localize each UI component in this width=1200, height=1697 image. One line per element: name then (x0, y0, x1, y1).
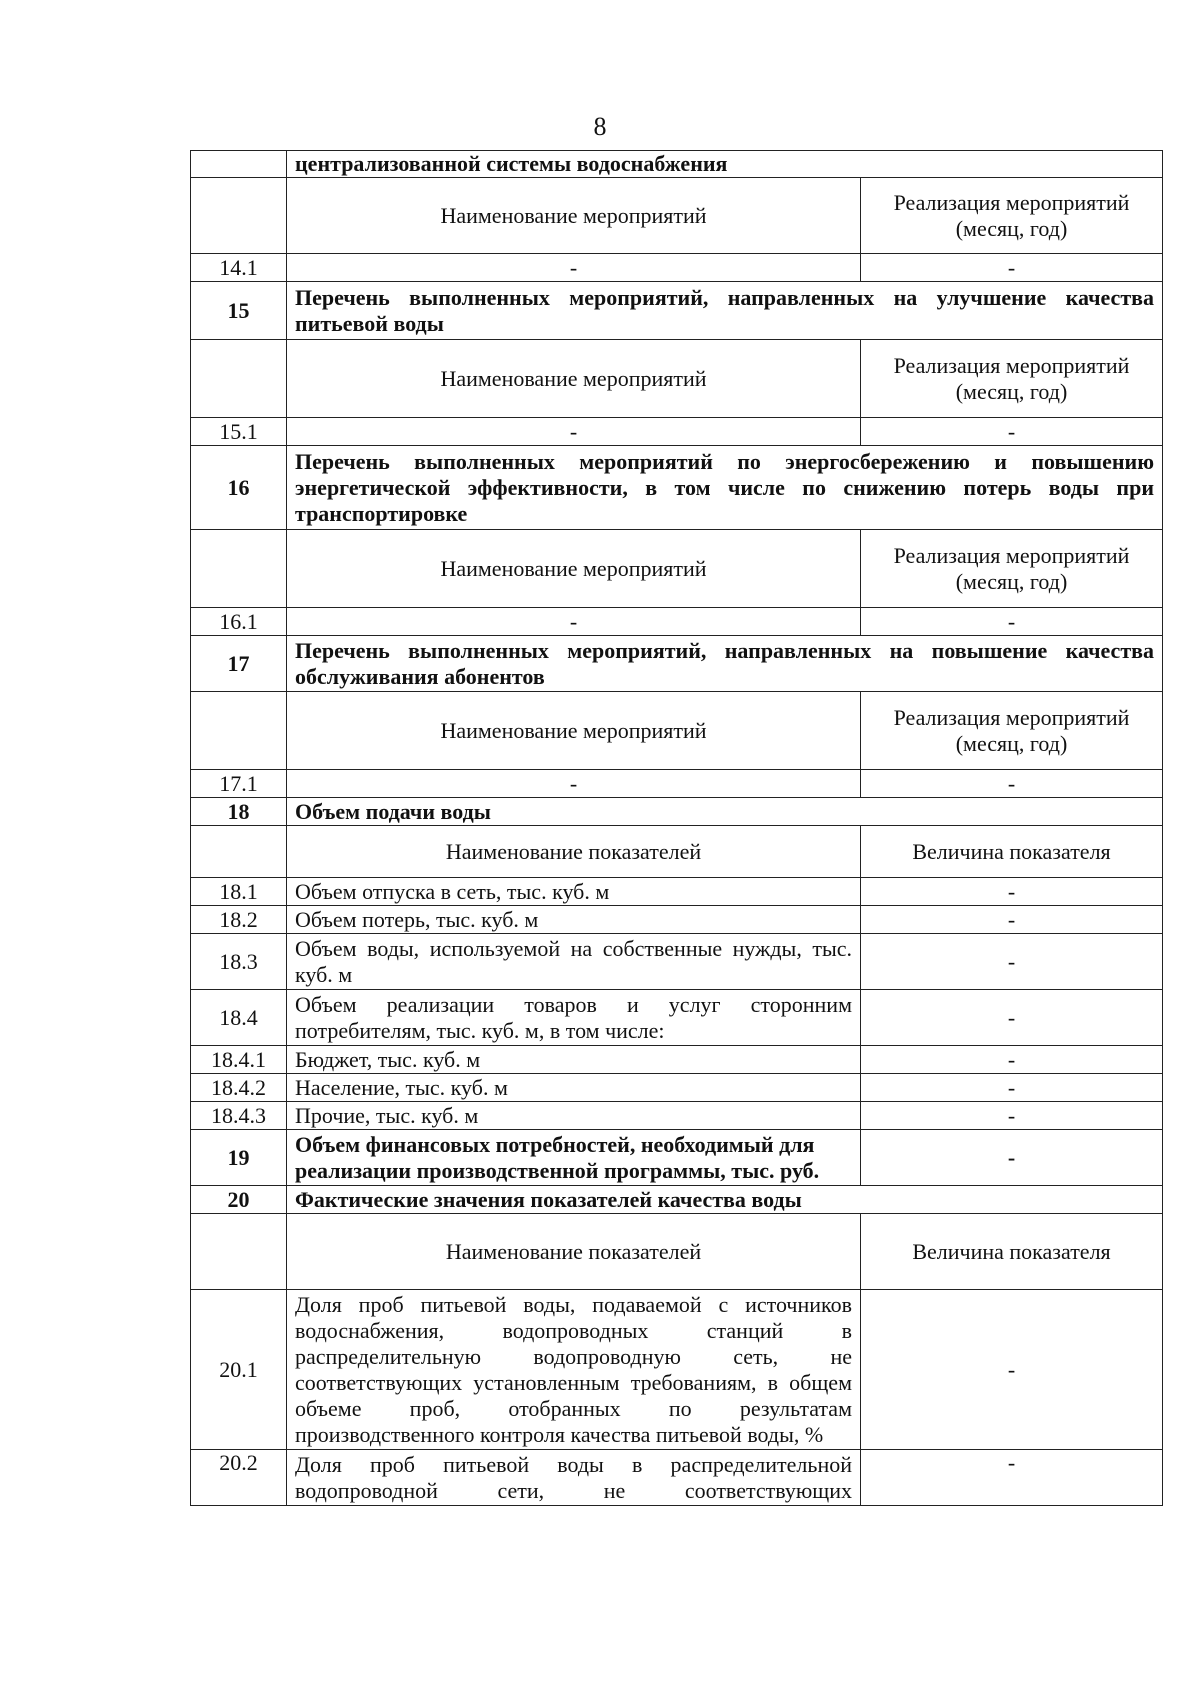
column-header-name: Наименование показателей (287, 826, 861, 878)
section-title: Фактические значения показателей качества воды (287, 1186, 1163, 1214)
row-number-cell (191, 692, 287, 770)
column-header-implementation: Реализация мероприятий (месяц, год) (861, 530, 1163, 608)
section-number-cell: 20 (191, 1186, 287, 1214)
table-row (191, 1102, 1163, 1130)
table-header-row (191, 692, 1163, 770)
row-number-cell: 18.4.3 (191, 1102, 287, 1130)
table-row (191, 878, 1163, 906)
table-row (191, 990, 1163, 1046)
value-cell: - (861, 878, 1163, 906)
section-title: Объем подачи воды (287, 798, 1163, 826)
value-cell: - (861, 418, 1163, 446)
row-number-cell: 18.4.1 (191, 1046, 287, 1074)
row-number-cell (191, 1214, 287, 1290)
row-number-cell: 18.4.2 (191, 1074, 287, 1102)
section-row (191, 446, 1163, 530)
section-row (191, 1130, 1163, 1186)
indicator-name-cell: Объем потерь, тыс. куб. м (287, 906, 861, 934)
row-number-cell: 18.1 (191, 878, 287, 906)
section-title: Объем финансовых потребностей, необходимый для реализации производственной программы, тыс. руб. (287, 1130, 861, 1186)
table-row (191, 1074, 1163, 1102)
section-title-continuation: централизованной системы водоснабжения (287, 151, 1163, 178)
column-header-implementation: Реализация мероприятий (месяц, год) (861, 340, 1163, 418)
row-number-cell (191, 178, 287, 254)
value-cell: - (861, 1290, 1163, 1450)
section-number-cell: 19 (191, 1130, 287, 1186)
column-header-name: Наименование мероприятий (287, 692, 861, 770)
table-row (191, 151, 1163, 178)
value-cell: - (861, 1450, 1163, 1506)
indicator-name-cell: Бюджет, тыс. куб. м (287, 1046, 861, 1074)
value-cell: - (861, 770, 1163, 798)
value-cell: - (861, 934, 1163, 990)
indicator-name-cell: Объем отпуска в сеть, тыс. куб. м (287, 878, 861, 906)
section-number-cell: 16 (191, 446, 287, 530)
column-header-name: Наименование мероприятий (287, 178, 861, 254)
column-header-name: Наименование мероприятий (287, 530, 861, 608)
column-header-name: Наименование мероприятий (287, 340, 861, 418)
table-header-row (191, 1214, 1163, 1290)
value-cell: - (861, 1074, 1163, 1102)
indicator-name-cell: Доля проб питьевой воды в распределительной водопроводной сети, не соответствующих (287, 1450, 861, 1506)
row-number-cell: 20.2 (191, 1450, 287, 1506)
table-row (191, 934, 1163, 990)
table-row (191, 1450, 1163, 1506)
section-title: Перечень выполненных мероприятий, направленных на повышение качества обслуживания абонентов (287, 636, 1163, 692)
row-number-cell: 18.2 (191, 906, 287, 934)
section-row (191, 282, 1163, 340)
indicator-name-cell: Объем реализации товаров и услуг сторонним потребителям, тыс. куб. м, в том числе: (287, 990, 861, 1046)
column-header-name: Наименование показателей (287, 1214, 861, 1290)
table-row (191, 608, 1163, 636)
page-number: 8 (593, 112, 607, 141)
row-number-cell: 15.1 (191, 418, 287, 446)
row-number-cell: 14.1 (191, 254, 287, 282)
value-cell: - (861, 1046, 1163, 1074)
row-number-cell: 17.1 (191, 770, 287, 798)
section-title: Перечень выполненных мероприятий по энергосбережению и повышению энергетической эффективности, в том числе по снижению потерь воды при транспортировке (287, 446, 1163, 530)
table-row (191, 1290, 1163, 1450)
row-number-cell (191, 530, 287, 608)
section-number-cell: 17 (191, 636, 287, 692)
section-number-cell: 15 (191, 282, 287, 340)
measure-name-cell: - (287, 770, 861, 798)
measure-name-cell: - (287, 418, 861, 446)
measure-name-cell: - (287, 254, 861, 282)
table-header-row (191, 340, 1163, 418)
value-cell: - (861, 1102, 1163, 1130)
indicators-table (190, 150, 1163, 1506)
indicator-name-cell: Прочие, тыс. куб. м (287, 1102, 861, 1130)
column-header-implementation: Реализация мероприятий (месяц, год) (861, 692, 1163, 770)
value-cell: - (861, 990, 1163, 1046)
table-header-row (191, 826, 1163, 878)
indicator-name-cell: Население, тыс. куб. м (287, 1074, 861, 1102)
value-cell: - (861, 1130, 1163, 1186)
value-cell: - (861, 254, 1163, 282)
column-header-value: Величина показателя (861, 826, 1163, 878)
table-row (191, 770, 1163, 798)
table-row (191, 906, 1163, 934)
row-number-cell (191, 151, 287, 178)
value-cell: - (861, 608, 1163, 636)
table-row (191, 1046, 1163, 1074)
row-number-cell (191, 826, 287, 878)
table-row (191, 418, 1163, 446)
column-header-implementation: Реализация мероприятий (месяц, год) (861, 178, 1163, 254)
measure-name-cell: - (287, 608, 861, 636)
value-cell: - (861, 906, 1163, 934)
row-number-cell: 20.1 (191, 1290, 287, 1450)
section-row (191, 798, 1163, 826)
section-row (191, 636, 1163, 692)
row-number-cell (191, 340, 287, 418)
column-header-value: Величина показателя (861, 1214, 1163, 1290)
section-title: Перечень выполненных мероприятий, направленных на улучшение качества питьевой воды (287, 282, 1163, 340)
table-header-row (191, 530, 1163, 608)
row-number-cell: 18.4 (191, 990, 287, 1046)
table-header-row (191, 178, 1163, 254)
table-row (191, 254, 1163, 282)
indicator-name-cell: Доля проб питьевой воды, подаваемой с источников водоснабжения, водопроводных станций в распределительную водопроводную сеть, не соответствующих установленным требованиям, в общем объеме проб, отобранных по результатам производственного контроля качества питьевой воды, % (287, 1290, 861, 1450)
section-number-cell: 18 (191, 798, 287, 826)
row-number-cell: 18.3 (191, 934, 287, 990)
indicator-name-cell: Объем воды, используемой на собственные нужды, тыс. куб. м (287, 934, 861, 990)
section-row (191, 1186, 1163, 1214)
row-number-cell: 16.1 (191, 608, 287, 636)
